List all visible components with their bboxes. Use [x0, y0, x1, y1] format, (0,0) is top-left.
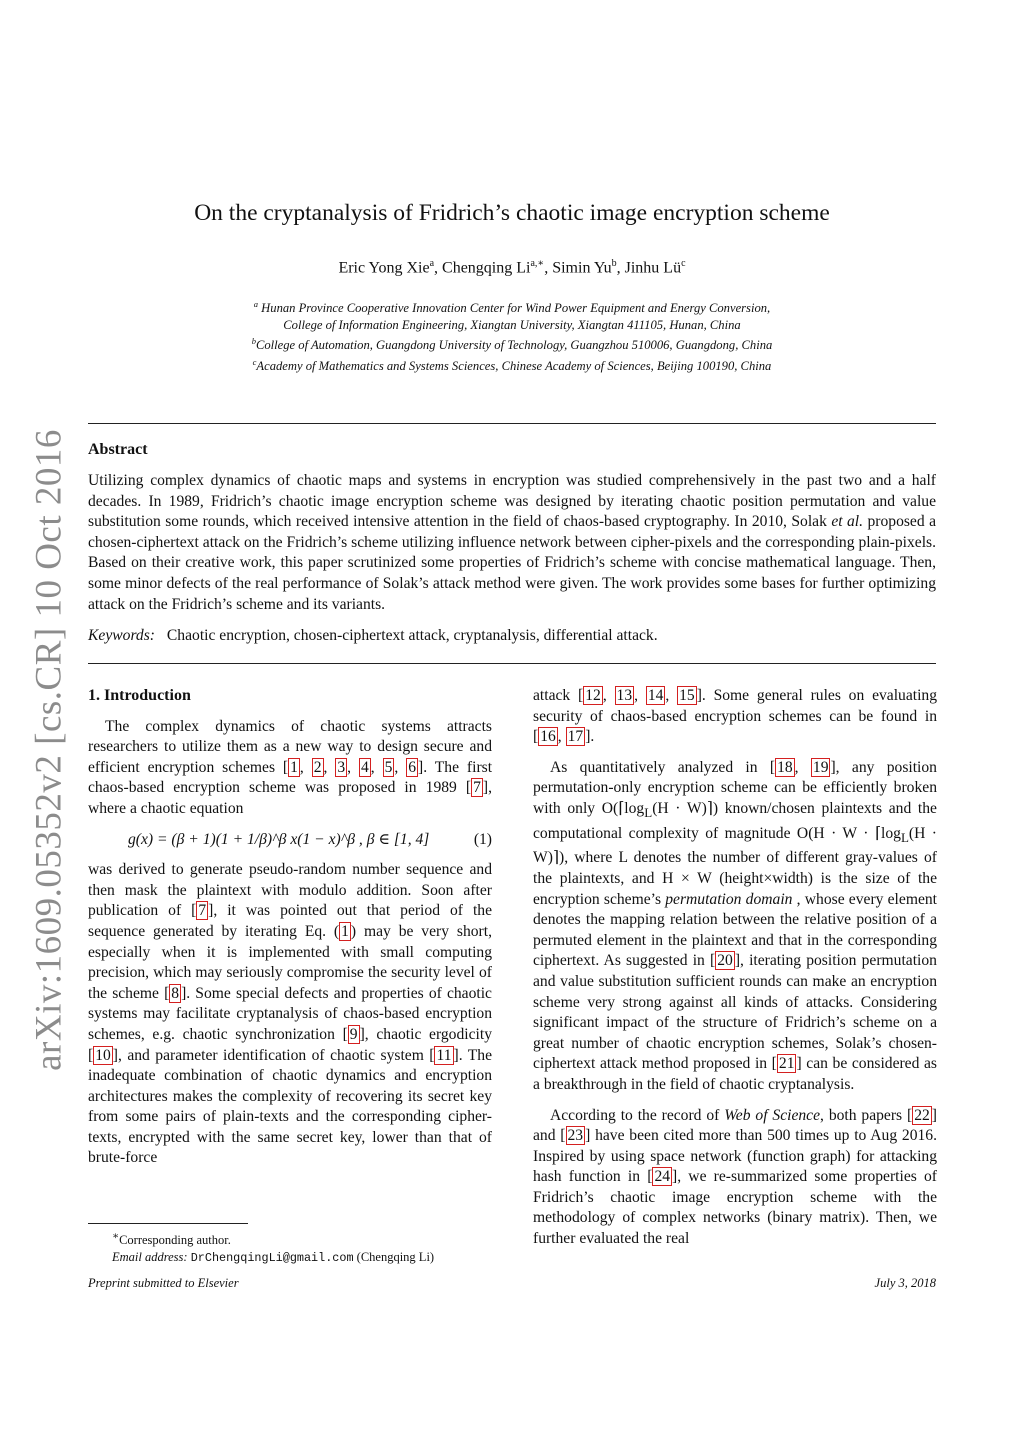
- citation-link[interactable]: 9: [349, 1025, 358, 1043]
- affiliation-a: $^a$ Hunan Province Cooperative Innovation Center for Wind Power Equipment and Energy Conversion,: [253, 299, 771, 316]
- author-list: Eric Yong Xie$^a$, Chengqing $Li^{a,∗}$, Simin Yu$^b$, Jinhu $Lü^c$: [338, 258, 686, 277]
- footnote: [88, 1228, 508, 1267]
- abstract-heading: Abstract: [88, 441, 148, 458]
- email-link[interactable]: DrChengqingLi@gmail.com: [190, 1251, 354, 1266]
- equation-number: (1): [473, 830, 492, 848]
- author-affil-mark: b: [611, 258, 617, 269]
- citation-link[interactable]: 10: [95, 1046, 111, 1064]
- paper-title: On the cryptanalysis of Fridrich’s chaotic image encryption scheme: [194, 200, 830, 226]
- abstract-bottom-rule: [88, 663, 936, 664]
- intro-paragraph-1: The complex dynamics of chaotic systems attracts researchers to utilize them as a new way to design secure and efficient encryption schemes [ 1 , 2 , 3 , 4 , 5 , 6 ]. The first chaos-based encryption scheme was proposed in 1989 [ 7 ], where a chaotic equation: [88, 717, 493, 817]
- citation-link[interactable]: 2: [313, 758, 322, 776]
- citation-link[interactable]: 8: [171, 984, 180, 1002]
- left-column: [88, 686, 492, 1169]
- citation-link[interactable]: 7: [473, 779, 481, 797]
- citation-link[interactable]: 3: [337, 758, 346, 776]
- citation-link[interactable]: 16: [540, 728, 556, 746]
- citation-link[interactable]: 18: [777, 758, 793, 776]
- citation-link[interactable]: 21: [778, 1055, 795, 1073]
- citation-link[interactable]: 17: [567, 728, 584, 746]
- citation-link[interactable]: 20: [717, 952, 733, 970]
- author-name: Eric Yong Xie: [338, 259, 430, 277]
- equation-ref-link[interactable]: 1: [341, 922, 349, 940]
- citation-link[interactable]: 7: [198, 902, 207, 920]
- right-column: [533, 686, 937, 1250]
- affiliations: [88, 296, 936, 375]
- keywords-text: Chaotic encryption, chosen-ciphertext attack, cryptanalysis, differential attack.: [166, 627, 658, 644]
- citation-link[interactable]: 13: [616, 687, 633, 704]
- citation-link[interactable]: 23: [567, 1127, 584, 1145]
- citation-link[interactable]: 12: [585, 687, 601, 704]
- intro-paragraph-2: was derived to generate pseudo-random number sequence and then mask the plaintext with modulo addition. Soon after publication of [ 7 ], it was pointed out that period of the sequence generated by iterating Eq. ( 1 ) may be very short, especially when it is implemented with small computing precision, which may seriously compromise the security level of the scheme [ 8 ]. Some special defects and properties of chaotic systems may facilitate cryptanalysis of chaos-based encryption schemes, e.g. chaotic synchronization [ 9 ], chaotic ergodicity [ 10 ], and parameter identification of chaotic system [ 11 ]. The inadequate combination of chaotic dynamics and encryption architectures makes the complexity of recovering its secret key from some pairs of plain-texts and the corresponding cipher-texts, encrypted with the same secret key, lower than that of brute-force: [88, 861, 493, 1167]
- footnote-rule: [88, 1223, 248, 1224]
- keywords-label: Keywords:: [88, 627, 155, 644]
- author-affil-mark: a,∗: [530, 258, 545, 269]
- affiliation-b: $^b$College of Automation, Guangdong University of Technology, Guangzhou 510006, Guangdong, China: [251, 336, 773, 353]
- affiliation-a-line2: College of Information Engineering, Xiangtan University, Xiangtan 411105, Hunan, China: [283, 317, 741, 332]
- author-affil-mark: c: [681, 258, 686, 269]
- citation-link[interactable]: 15: [679, 687, 695, 704]
- arxiv-side-stamp: [14, 420, 84, 1080]
- abstract-body: Utilizing complex dynamics of chaotic maps and systems in encryption was studied comprehensively in the past two and a half decades. In 1989, Fridrich’s chaotic image encryption scheme was designed by iterating chaotic position permutation and value substitution some rounds, which received intensive attention in the field of chaos-based cryptography. In 2010, Solak et al. proposed a chosen-ciphertext attack on the Fridrich’s scheme utilizing influence network between cipher-pixels and the corresponding plain-pixels. Based on their creative work, this paper scrutinized some properties of Fridrich’s scheme with concise mathematical language. Then, some minor defects of the real performance of Solak’s attack method were given. The work provides some bases for further optimizing attack on the Fridrich’s scheme and its variants.: [88, 472, 937, 613]
- abstract-top-rule: [88, 423, 936, 424]
- footnote-corresponding: ∗Corresponding author.: [112, 1231, 231, 1248]
- citation-link[interactable]: 6: [408, 758, 417, 776]
- citation-link[interactable]: 19: [812, 758, 829, 776]
- intro-paragraph-3: attack [ 12 , 13 , 14 , 15 ]. Some general rules on evaluating security of chaos-based encryption schemes can be found in [ 16 , 17 ].: [533, 687, 938, 746]
- section-heading-introduction: 1. Introduction: [88, 687, 191, 704]
- citation-link[interactable]: 11: [436, 1046, 452, 1064]
- author-name: Simin Yu: [552, 259, 612, 277]
- author-name: Chengqing Li: [442, 259, 531, 277]
- footer-date: July 3, 2018: [874, 1276, 936, 1290]
- arxiv-stamp-text: arXiv:1609.05352v2 [cs.CR] 10 Oct 2016: [28, 429, 70, 1071]
- footnote-email: Email address: DrChengqingLi@gmail.com (Chengqing Li): [112, 1250, 435, 1266]
- intro-paragraph-5: According to the record of Web of Science, both papers [ 22 ] and [ 23 ] have been cited more than 500 times up to Aug 2016. Inspired by using space network (function graph) for attacking hash function in [ 24 ], we re-summarized some properties of Fridrich’s chaotic image encryption scheme with the methodology of complex networks (binary matrix). Then, we further evaluated the real: [533, 1106, 937, 1248]
- citation-link[interactable]: 22: [914, 1106, 930, 1124]
- citation-link[interactable]: 24: [654, 1168, 671, 1186]
- intro-paragraph-4: As quantitatively analyzed in [ 18 , 19 ], any position permutation-only encryption scheme can be efficiently broken with only $O(⌈\log_L(H$ · W)⌉) known/chosen plaintexts and the computational complexity of magnitude $O(H \cdot W \cdot ⌈\log_L(H$ · W)⌉), where L denotes the number of different gray-values of the plaintexts, and H × W (height×width) is the size of the encryption scheme’s permutation domain , whose every element denotes the mapping relation between the relative position of a permuted element in the plaintext and that in the corresponding ciphertext. As suggested in [ 20 ], iterating position permutation and value substitution sufficient rounds can make an encryption scheme very strong against all kinds of attacks. Considering significant impact of the structure of Fridrich’s scheme on a great number of chaotic encryption schemes, Solak’s chosen-ciphertext attack method proposed in [ 21 ] can be considered as a breakthrough in the field of chaotic cryptanalysis.: [533, 758, 938, 1093]
- citation-link[interactable]: 1: [290, 758, 298, 776]
- affiliation-c: $^c$Academy of Mathematics and Systems Sciences, Chinese Academy of Sciences, Beijing 100190, China: [252, 356, 772, 374]
- equation-1: [88, 820, 492, 861]
- citation-link[interactable]: 5: [384, 758, 393, 776]
- keywords: [88, 627, 936, 645]
- author-affil-mark: a: [429, 258, 435, 269]
- citation-link[interactable]: 14: [647, 687, 664, 704]
- citation-link[interactable]: 4: [361, 758, 369, 776]
- footer-preprint-note: Preprint submitted to Elsevier: [88, 1276, 239, 1290]
- author-name: Jinhu Lü: [624, 259, 682, 277]
- equation-text: g(x) = (β + 1)(1 + 1/β)^β x(1 − x)^β , β ∈ [1, 4]: [128, 830, 430, 848]
